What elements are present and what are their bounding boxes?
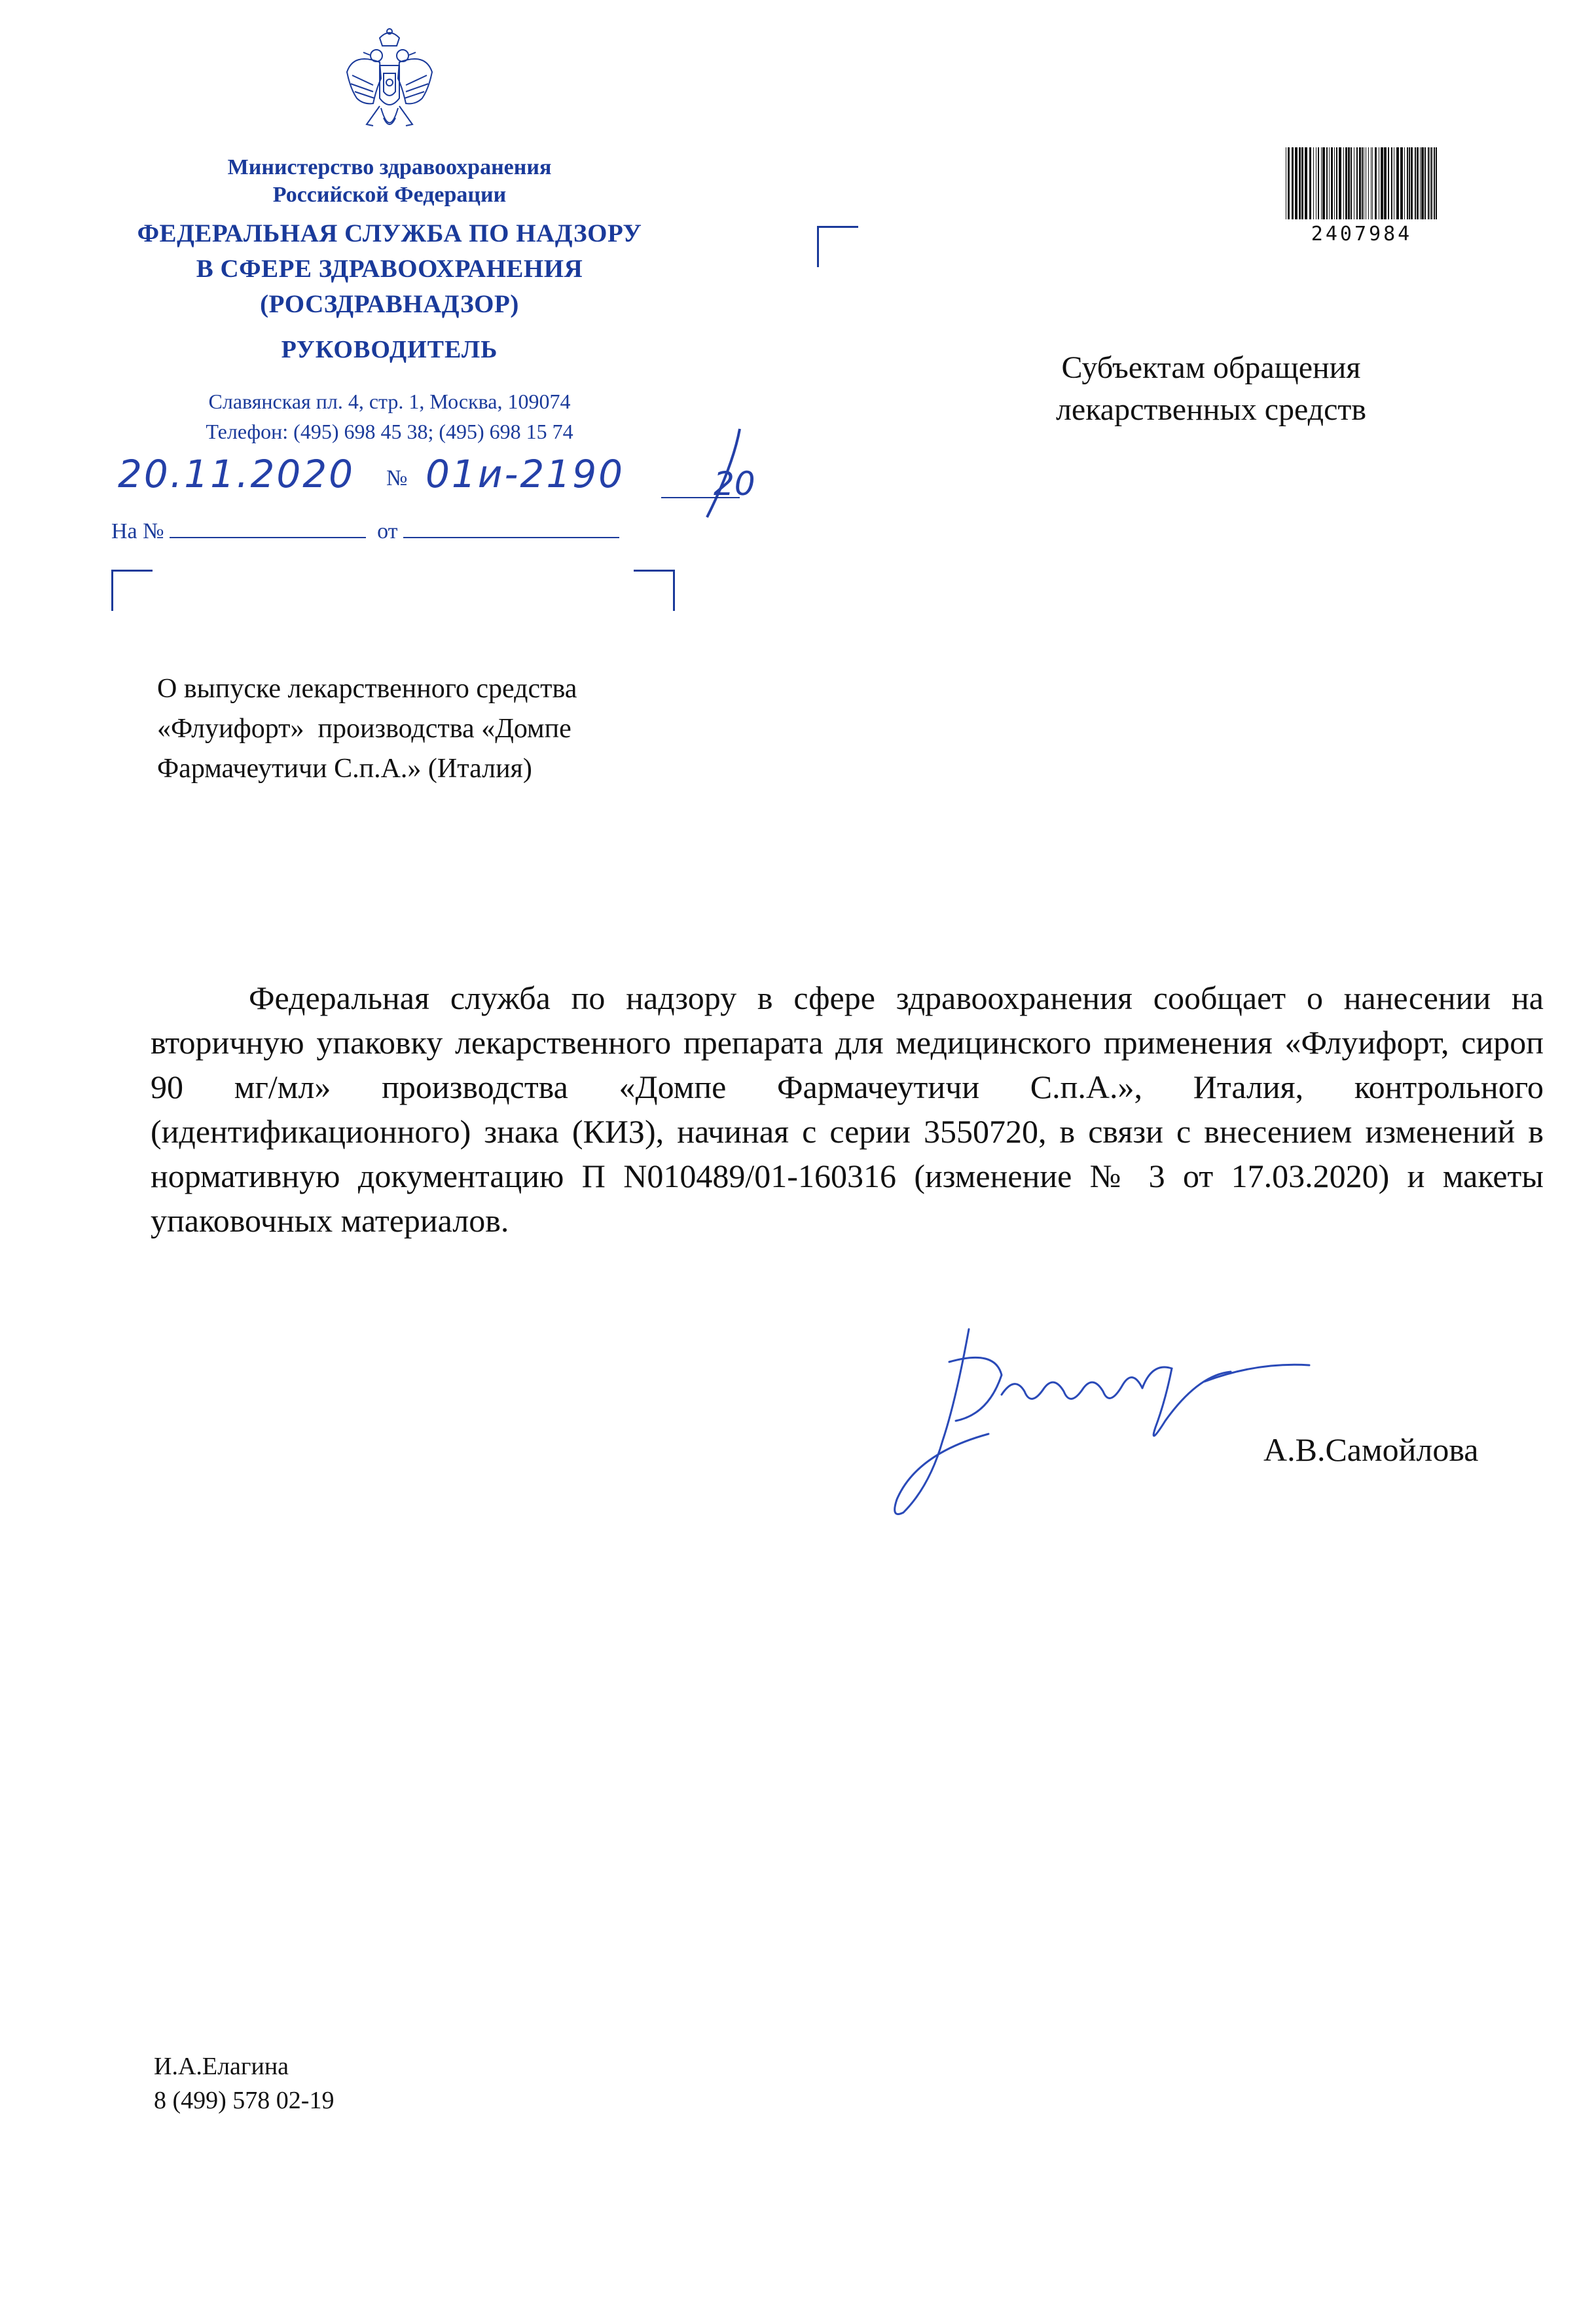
executor-info	[154, 2049, 334, 2118]
barcode-bar	[1372, 147, 1373, 219]
barcode-bar	[1391, 147, 1392, 219]
registration-number: 01и-2190	[426, 452, 625, 496]
handwritten-signature	[890, 1323, 1316, 1526]
coat-of-arms-emblem	[340, 26, 439, 151]
barcode-bar	[1434, 147, 1435, 219]
barcode-bar	[1362, 147, 1363, 219]
barcode-bar	[1313, 147, 1314, 219]
barcode-bar	[1396, 147, 1399, 219]
ministry-line-1: Министерство здравоохранения	[227, 155, 552, 179]
barcode-bar	[1421, 147, 1424, 219]
na-label: На №	[111, 519, 164, 543]
na-underline	[170, 517, 366, 538]
barcode-bar	[1428, 147, 1429, 219]
barcode-bar	[1336, 147, 1337, 219]
head-title: РУКОВОДИТЕЛЬ	[281, 336, 498, 363]
barcode-bar	[1417, 147, 1419, 219]
barcode-bar	[1409, 147, 1410, 219]
barcode-bar	[1331, 147, 1333, 219]
barcode-bar	[1305, 147, 1307, 219]
barcode-bar	[1420, 147, 1421, 219]
barcode-bar	[1318, 147, 1319, 219]
barcode-bar	[1400, 147, 1403, 219]
barcode-bar	[1295, 147, 1297, 219]
corner-bracket-right	[634, 570, 675, 611]
executor-phone: 8 (499) 578 02-19	[154, 2087, 335, 2114]
barcode-bar	[1384, 147, 1387, 219]
barcode-bar	[1326, 147, 1328, 219]
addressee-line-2: лекарственных средств	[1055, 392, 1367, 427]
barcode-bar	[1415, 147, 1416, 219]
barcode-bar	[1351, 147, 1352, 219]
number-sign: №	[386, 466, 408, 490]
addressee-line-1: Субъектам обращения	[1061, 350, 1361, 385]
ot-label: от	[377, 519, 398, 543]
barcode-bar	[1329, 147, 1330, 219]
subject-line-2: «Флуифорт» производства «Домпе	[157, 714, 571, 744]
addressee	[982, 347, 1440, 431]
barcode-bar	[1339, 147, 1341, 219]
barcode-bar	[1388, 147, 1389, 219]
address-line: Славянская пл. 4, стр. 1, Москва, 109074	[208, 390, 571, 413]
barcode-bar	[1345, 147, 1347, 219]
ministry-name	[157, 154, 622, 209]
barcode-bar	[1321, 147, 1322, 219]
ministry-line-2: Российской Федерации	[272, 183, 507, 207]
reference-line	[111, 517, 687, 544]
barcode-bar	[1301, 147, 1303, 219]
barcode-bar	[1309, 147, 1311, 219]
barcode-bar	[1348, 147, 1350, 219]
barcode-bar	[1368, 147, 1369, 219]
barcode-bar	[1334, 147, 1335, 219]
corner-bracket-left	[111, 570, 153, 611]
barcode-bar	[1343, 147, 1344, 219]
barcode-bar	[1436, 147, 1437, 219]
service-line-1: ФЕДЕРАЛЬНАЯ СЛУЖБА ПО НАДЗОРУ	[137, 219, 642, 248]
signer-name: А.В.Самойлова	[1263, 1431, 1479, 1468]
barcode-bar	[1322, 147, 1325, 219]
office-address	[118, 386, 661, 447]
registration-date: 20.11.2020	[118, 452, 355, 496]
service-name	[105, 216, 674, 322]
corner-bracket-addressee	[817, 226, 858, 267]
registration-suffix: 20	[714, 465, 755, 503]
barcode-bar	[1431, 147, 1432, 219]
barcode-number: 2407984	[1311, 223, 1413, 246]
barcode-bar	[1356, 147, 1358, 219]
subject-line-3: Фармачеутичи С.п.А.» (Италия)	[157, 754, 532, 784]
barcode-bar	[1404, 147, 1405, 219]
barcode-bar	[1375, 147, 1377, 219]
barcode-bar	[1407, 147, 1408, 219]
service-line-3: (РОСЗДРАВНАДЗОР)	[260, 290, 519, 318]
letter-body: Федеральная служба по надзору в сфере здравоохранения сообщает о нанесении на вторичную упаковку лекарственного препарата для медицинского применения «Флуифорт, сироп 90 мг/мл» производства «Домпе Фармачеутичи С.п.А.», Италия, контрольного (идентификационного) знака (КИЗ), начиная с серии 3550720, в связи с внесением изменений в нормативную документацию П N010489/01-160316 (изменение № 3 от 17.03.2020) и макеты упаковочных материалов.	[151, 980, 1544, 1239]
barcode-bar	[1381, 147, 1383, 219]
barcode-bar	[1299, 147, 1301, 219]
ot-underline	[403, 517, 619, 538]
barcode-bar	[1288, 147, 1290, 219]
registration-line	[111, 452, 792, 524]
barcode	[1283, 147, 1440, 219]
barcode-bar	[1424, 147, 1426, 219]
letter-subject	[157, 669, 740, 789]
barcode-bar	[1292, 147, 1294, 219]
subject-line-1: О выпуске лекарственного средства	[157, 674, 577, 704]
barcode-bar	[1359, 147, 1361, 219]
executor-name: И.А.Елагина	[154, 2053, 289, 2080]
barcode-bar	[1411, 147, 1413, 219]
service-line-2: В СФЕРЕ ЗДРАВООХРАНЕНИЯ	[196, 255, 583, 283]
phone-line: Телефон: (495) 698 45 38; (495) 698 15 74	[206, 420, 573, 443]
